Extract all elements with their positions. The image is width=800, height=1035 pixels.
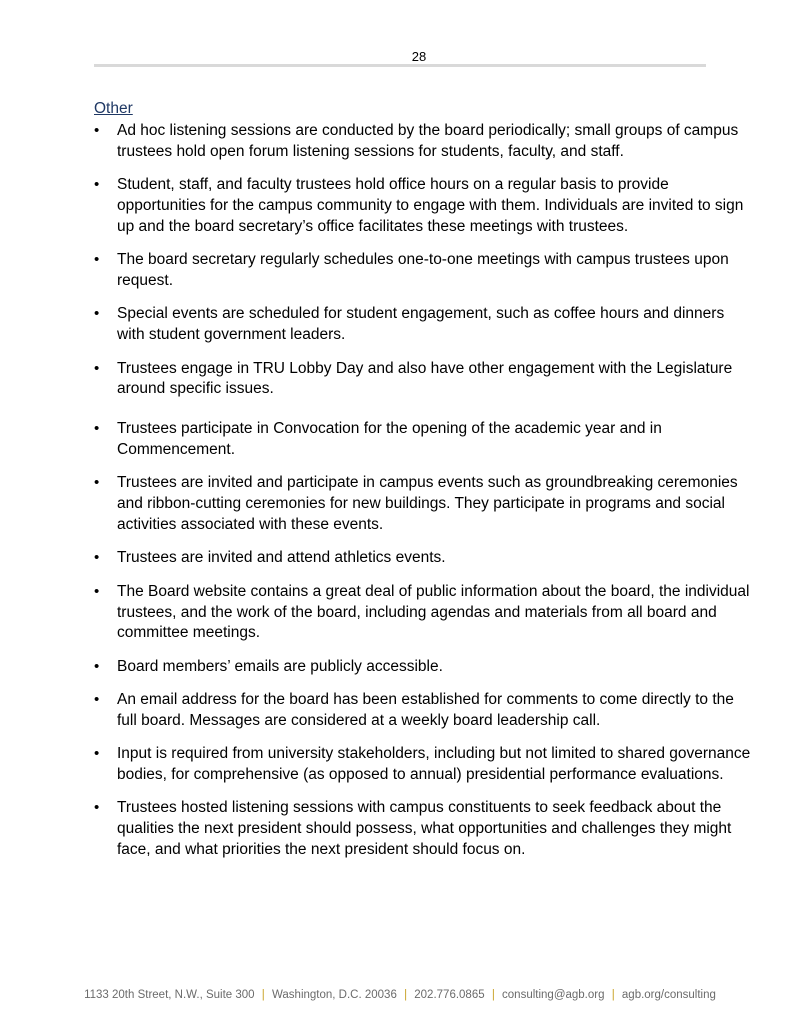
footer-address: 1133 20th Street, N.W., Suite 300 bbox=[84, 989, 255, 1001]
list-item bbox=[94, 657, 754, 678]
list-item bbox=[94, 250, 754, 292]
footer-separator: | bbox=[491, 989, 495, 1001]
bullet-icon: • bbox=[94, 691, 100, 709]
list-item-text: Special events are scheduled for student engagement, such as coffee hours and dinners with student government leaders. bbox=[117, 305, 725, 344]
list-item bbox=[94, 359, 754, 401]
bullet-icon: • bbox=[94, 122, 100, 139]
list-item bbox=[94, 548, 754, 569]
list-item-text: Ad hoc listening sessions are conducted by the board periodically; small groups of campus trustees hold open forum listening sessions for students, faculty, and staff. bbox=[117, 122, 739, 160]
list-item bbox=[94, 582, 754, 644]
list-item-text: The board secretary regularly schedules one-to-one meetings with campus trustees upon request. bbox=[117, 251, 729, 289]
list-item bbox=[94, 419, 754, 461]
bullet-icon: • bbox=[94, 799, 100, 817]
list-item-text: Trustees are invited and participate in campus events such as groundbreaking ceremonies and ribbon-cutting ceremonies for new buildings. They participate in programs and social activities associated with these events. bbox=[117, 474, 738, 533]
list-item bbox=[94, 798, 754, 860]
list-item bbox=[94, 473, 754, 535]
bullet-icon: • bbox=[94, 549, 100, 567]
list-item bbox=[94, 304, 754, 346]
bullet-icon: • bbox=[94, 745, 100, 763]
bullet-icon: • bbox=[94, 305, 100, 323]
list-item-text: The Board website contains a great deal of public information about the board, the individual trustees, and the work of the board, including agendas and materials from all board and committee meetings. bbox=[117, 582, 750, 642]
list-item-text: Trustees hosted listening sessions with campus constituents to seek feedback about the qualities the next president should possess, what opportunities and challenges they might face, and what priorities the next president should focus on. bbox=[117, 799, 732, 859]
footer-separator: | bbox=[261, 989, 265, 1001]
list-item-text: Student, staff, and faculty trustees hold office hours on a regular basis to provide opportunities for the campus community to engage with them. Individuals are invited to sign up and the board secretary’s office facilitates these meetings with trustees. bbox=[117, 176, 744, 235]
list-item-text: An email address for the board has been established for comments to come directly to the full board. Messages are considered at a weekly board leadership call. bbox=[117, 691, 734, 729]
bullet-icon: • bbox=[94, 474, 100, 492]
header-rule bbox=[94, 64, 706, 67]
list-item bbox=[94, 744, 754, 786]
bullet-icon: • bbox=[94, 359, 100, 377]
bullet-icon: • bbox=[94, 251, 100, 269]
footer-city: Washington, D.C. 20036 bbox=[271, 989, 397, 1001]
footer-contact bbox=[0, 989, 800, 1001]
list-item-text: Input is required from university stakeholders, including but not limited to shared governance bodies, for comprehensive (as opposed to annual) presidential performance evaluations. bbox=[117, 745, 751, 784]
bullet-icon: • bbox=[94, 420, 100, 438]
footer-separator: | bbox=[404, 989, 408, 1001]
page-number: 28 bbox=[411, 49, 427, 64]
footer-website: agb.org/consulting bbox=[621, 989, 716, 1001]
list-item bbox=[94, 121, 754, 163]
list-item-text: Trustees are invited and attend athletics events. bbox=[117, 549, 446, 567]
bullet-icon: • bbox=[94, 582, 100, 600]
list-item-text: Board members’ emails are publicly accessible. bbox=[117, 657, 443, 675]
bullet-list bbox=[94, 121, 754, 873]
list-item-text: Trustees participate in Convocation for the opening of the academic year and in Commencement. bbox=[117, 420, 662, 458]
list-item-text: Trustees engage in TRU Lobby Day and also have other engagement with the Legislature around specific issues. bbox=[117, 359, 733, 398]
bullet-icon: • bbox=[94, 176, 100, 194]
list-item bbox=[94, 175, 754, 237]
section-heading-other: Other bbox=[94, 100, 133, 117]
footer-email: consulting@agb.org bbox=[502, 989, 605, 1001]
bullet-icon: • bbox=[94, 657, 100, 675]
list-item bbox=[94, 690, 754, 732]
footer-phone: 202.776.0865 bbox=[414, 989, 485, 1001]
footer-separator: | bbox=[611, 989, 615, 1001]
